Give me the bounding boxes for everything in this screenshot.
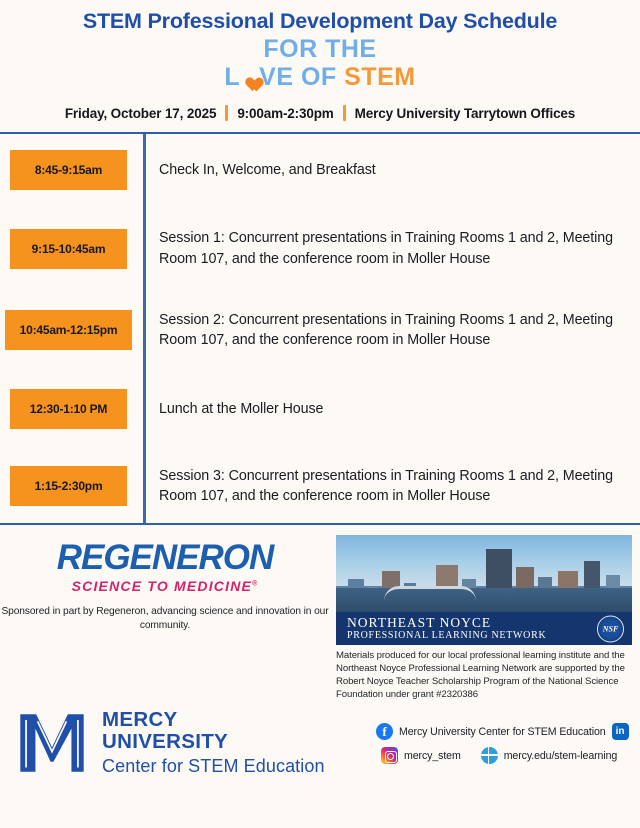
session-description: Session 2: Concurrent presentations in Training Rooms 1 and 2, Meeting Room 107, and the conference room in Moller House — [159, 311, 613, 349]
skyline-bridge — [384, 586, 476, 601]
subtitle-line-1: FOR THE — [263, 35, 377, 64]
page-title: STEM Professional Development Day Schedule — [82, 9, 558, 33]
status-badge: 9:15-10:45am — [10, 229, 127, 269]
status-badge: 10:45am-12:15pm — [5, 310, 132, 350]
table-row — [0, 291, 640, 369]
time-cell — [0, 310, 143, 350]
time-cell — [0, 229, 143, 269]
meta-divider-1 — [225, 105, 228, 121]
meta-divider-2 — [343, 105, 346, 121]
time-cell — [0, 150, 143, 190]
subtitle-love-rest: VE OF — [259, 63, 345, 92]
regeneron-note: Sponsored in part by Regeneron, advancing science and innovation in our community. — [1, 606, 329, 632]
regeneron-sponsor-block — [0, 525, 330, 701]
session-description: Lunch at the Moller House — [159, 400, 324, 417]
registered-mark: ® — [252, 580, 259, 588]
noyce-funding-note: Materials produced for our local professional learning institute and the Northeast Noyce Professional Learning Network are supported by the Robert Noyce Teacher Scholarship Program of the National Science Foundation under grant #2320386 — [336, 650, 625, 701]
facebook-icon[interactable]: f — [376, 723, 393, 740]
event-location: Mercy University Tarrytown Offices — [354, 105, 576, 121]
table-row — [0, 134, 640, 206]
subtitle-stem: STEM — [344, 63, 416, 92]
event-meta — [0, 105, 640, 121]
event-date: Friday, October 17, 2025 — [64, 105, 217, 121]
social-links — [376, 723, 640, 779]
time-cell — [0, 466, 143, 506]
table-row — [0, 449, 640, 523]
social-row-instagram-web — [376, 747, 640, 764]
session-description: Session 3: Concurrent presentations in Training Rooms 1 and 2, Meeting Room 107, and the conference room in Moller House — [159, 467, 613, 505]
mercy-m-logo-icon — [16, 707, 88, 779]
noyce-banner-bar — [336, 612, 632, 645]
event-time: 9:00am-2:30pm — [237, 105, 334, 121]
status-badge: 1:15-2:30pm — [10, 466, 127, 506]
mercy-line-1: MERCY — [102, 708, 178, 732]
nsf-seal-icon: NSF — [597, 615, 624, 642]
subtitle-line-2 — [0, 63, 640, 92]
globe-icon[interactable] — [481, 747, 498, 764]
mercy-wordmark — [88, 709, 325, 777]
regeneron-tagline — [0, 578, 330, 594]
mercy-logo-block — [0, 707, 376, 779]
noyce-banner-subtitle: PROFESSIONAL LEARNING NETWORK — [347, 630, 547, 642]
session-description: Check In, Welcome, and Breakfast — [159, 161, 376, 178]
facebook-handle: Mercy University Center for STEM Education — [399, 725, 606, 738]
schedule-table — [0, 134, 640, 523]
poster-footer — [0, 525, 640, 779]
regeneron-wordmark: REGENERON — [56, 538, 274, 578]
regeneron-tagline-text: SCIENCE TO MEDICINE — [71, 578, 253, 595]
table-row — [0, 206, 640, 291]
instagram-handle: mercy_stem — [404, 749, 461, 762]
time-cell — [0, 389, 143, 429]
poster-header — [0, 0, 640, 92]
noyce-banner-title: NORTHEAST NOYCE — [347, 614, 492, 630]
mercy-line-3: Center for STEM Education — [102, 755, 325, 776]
noyce-banner-text — [336, 616, 546, 641]
table-row — [0, 369, 640, 449]
subtitle-love-l: L — [224, 63, 241, 92]
session-description: Session 1: Concurrent presentations in Training Rooms 1 and 2, Meeting Room 107, and the conference room in Moller House — [159, 230, 613, 267]
website-url: mercy.edu/stem-learning — [503, 749, 618, 762]
noyce-block — [330, 525, 640, 701]
noyce-banner-image — [336, 535, 632, 645]
social-row-facebook — [376, 723, 640, 740]
linkedin-icon[interactable]: in — [612, 723, 629, 740]
status-badge: 12:30-1:10 PM — [10, 389, 127, 429]
status-badge: 8:45-9:15am — [10, 150, 127, 190]
heart-icon — [241, 71, 258, 87]
instagram-icon[interactable] — [381, 747, 398, 764]
mercy-line-2: UNIVERSITY — [102, 730, 229, 754]
